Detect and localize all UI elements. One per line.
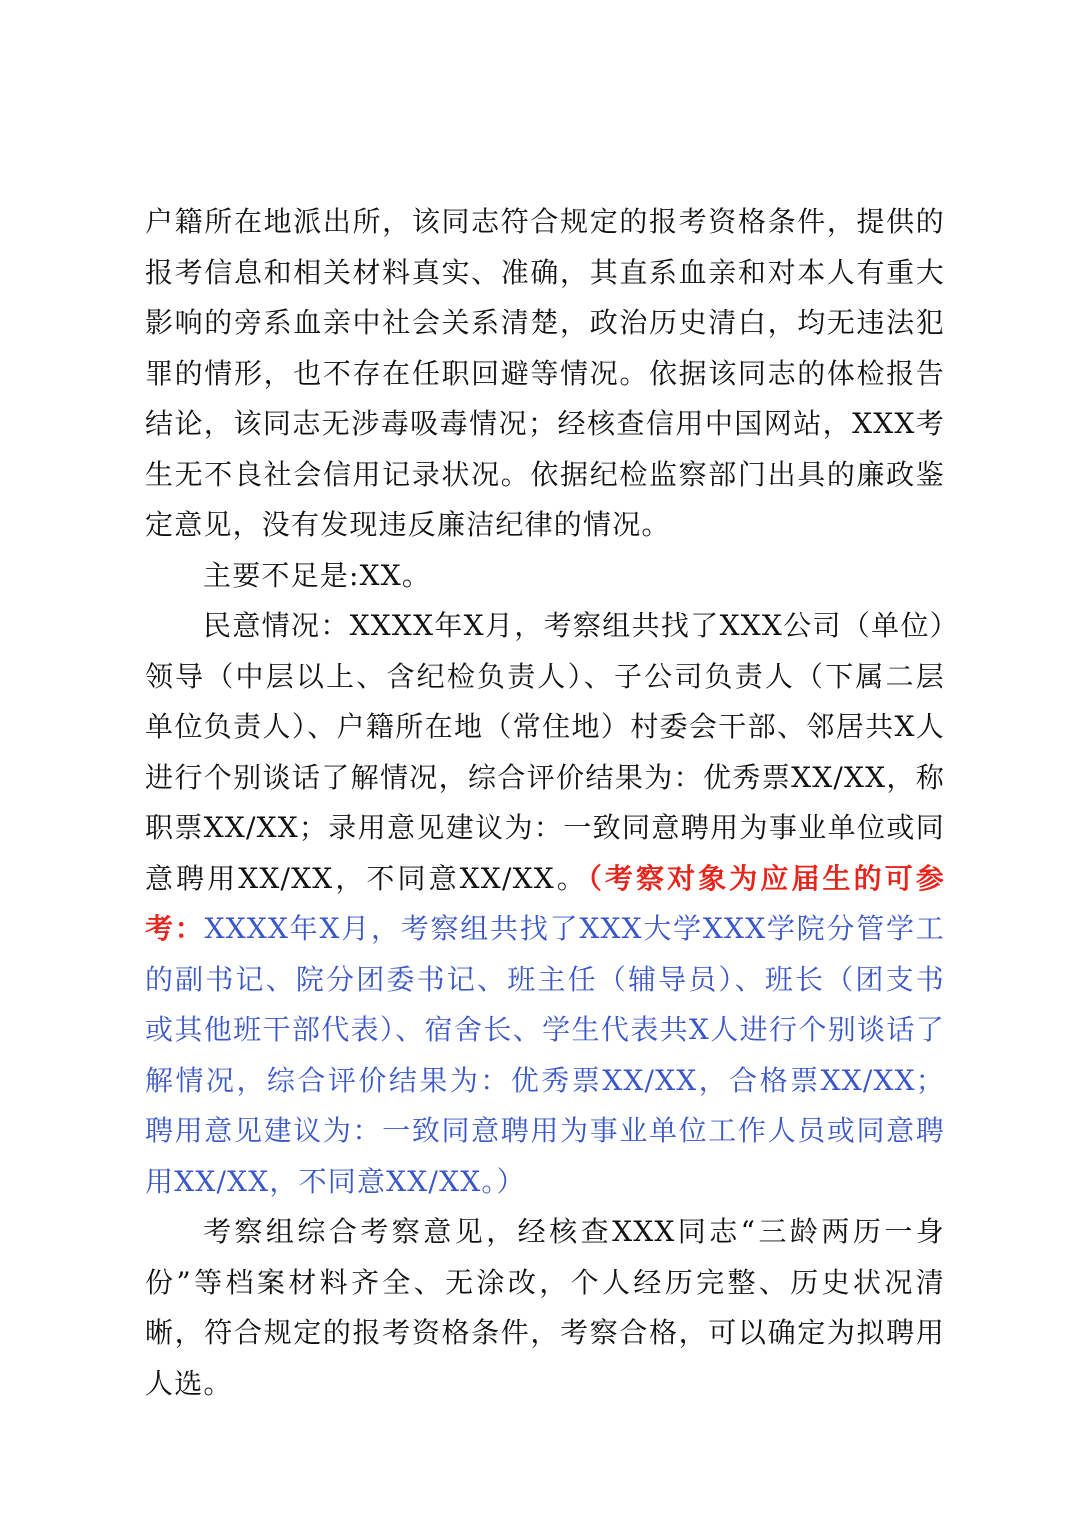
- document-page: [145, 197, 945, 1409]
- paragraph-background-check: 户籍所在地派出所，该同志符合规定的报考资格条件，提供的报考信息和相关材料真实、准确，其直系血亲和对本人有重大影响的旁系血亲中社会关系清楚，政治历史清白，均无违法犯罪的情形，也不存在任职回避等情况。依据该同志的体检报告结论，该同志无涉毒吸毒情况；经核查信用中国网站，XXX考生无不良社会信用记录状况。依据纪检监察部门出具的廉政鉴定意见，没有发现违反廉洁纪律的情况。: [145, 205, 945, 541]
- graduate-note-text: XXXX年X月，考察组共找了XXX大学XXX学院分管学工的副书记、院分团委书记、班主任（辅导员）、班长（团支书或其他班干部代表）、宿舍长、学生代表共X人进行个别谈话了解情况，综合评价结果为：优秀票XX/XX，合格票XX/XX；聘用意见建议为：一致同意聘用为事业单位工作人员或同意聘用XX/XX，不同意XX/XX。）: [145, 912, 945, 1198]
- graduate-note-label: （考察对象为应届生的可参考：: [145, 861, 946, 945]
- paragraph-shortcomings: 主要不足是:XX。: [203, 558, 432, 592]
- paragraph-public-opinion: [145, 601, 945, 1207]
- paragraph-conclusion: 考察组综合考察意见，经核查XXX同志“三龄两历一身份”等档案材料齐全、无涂改，个人经历完整、历史状况清晰，符合规定的报考资格条件，考察合格，可以确定为拟聘用人选。: [145, 1215, 945, 1400]
- public-opinion-main-text: 民意情况：XXXX年X月，考察组共找了XXX公司（单位）领导（中层以上、含纪检负责人）、子公司负责人（下属二层单位负责人）、户籍所在地（常住地）村委会干部、邻居共X人进行个别谈话了解情况，综合评价结果为：优秀票XX/XX，称职票XX/XX；录用意见建议为：一致同意聘用为事业单位或同意聘用XX/XX，不同意XX/XX。: [145, 609, 945, 895]
